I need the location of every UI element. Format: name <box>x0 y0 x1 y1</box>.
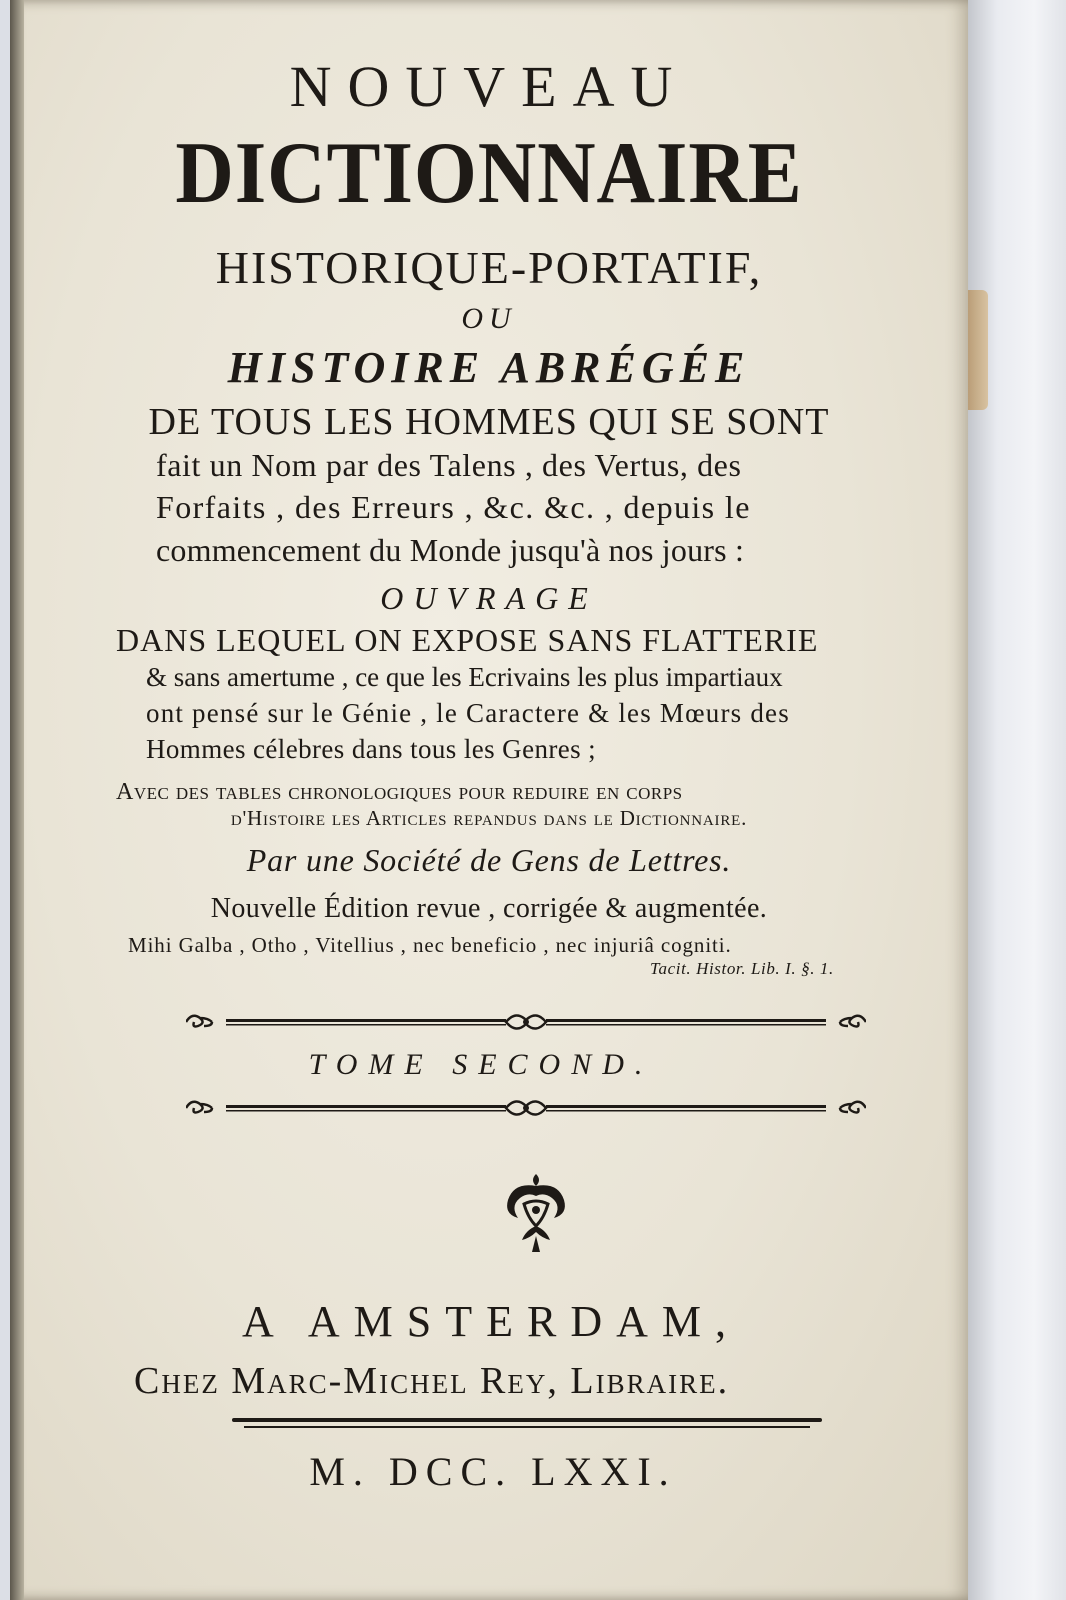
subtitle-de-tous-les-hommes: DE TOUS LES HOMMES QUI SE SONT <box>148 401 830 443</box>
dans-lequel-line: DANS LEQUEL ON EXPOSE SANS FLATTERIE <box>116 622 819 658</box>
epigraph: Mihi Galba , Otho , Vitellius , nec beneficio , nec injuriâ cogniti. <box>128 933 732 957</box>
ouvrage-heading: OUVRAGE <box>380 580 598 616</box>
publication-date: M. DCC. LXXI. <box>309 1449 677 1494</box>
title-nouveau: NOUVEAU <box>289 54 689 119</box>
body-line-forfaits: Forfaits , des Erreurs , &c. &c. , depuis le <box>156 489 751 525</box>
publisher-line: Chez Marc-Michel Rey, Libraire. <box>134 1360 730 1402</box>
epigraph-source: Tacit. Histor. Lib. I. §. 1. <box>650 959 834 978</box>
title-historique-portatif: HISTORIQUE-PORTATIF, <box>215 242 763 293</box>
ornamental-rule-bottom <box>186 1094 866 1122</box>
body-line-talens: fait un Nom par des Talens , des Vertus, des <box>156 447 742 483</box>
title-page <box>10 0 968 1600</box>
body-line-genie: ont pensé sur le Génie , le Caractere & les Mœurs des <box>146 698 790 728</box>
body-line-commencement: commencement du Monde jusqu'à nos jours : <box>156 532 745 568</box>
background-cloth <box>960 0 1066 1600</box>
place-amsterdam: A AMSTERDAM, <box>241 1297 741 1346</box>
title-dictionnaire: DICTIONNAIRE <box>175 125 803 222</box>
gutter-shadow <box>10 0 24 1600</box>
tables-line-1: Avec des tables chronologiques pour reduire en corps <box>116 779 683 805</box>
ornamental-rule-top <box>186 1008 866 1036</box>
societe-line: Par une Société de Gens de Lettres. <box>246 842 732 878</box>
bookmark-tab <box>966 290 988 410</box>
double-rule <box>232 1418 822 1430</box>
title-ou: OU <box>461 302 517 335</box>
fleuron-ornament-icon <box>496 1170 576 1260</box>
body-line-amertume: & sans amertume , ce que les Ecrivains les plus impartiaux <box>146 662 783 692</box>
tables-line-2: d'Histoire les Articles repandus dans le Dictionnaire. <box>230 806 748 830</box>
body-line-hommes-celebres: Hommes célebres dans tous les Genres ; <box>146 734 597 764</box>
edition-line: Nouvelle Édition revue , corrigée & augmentée. <box>210 893 768 924</box>
volume-label: TOME SECOND. <box>308 1048 654 1081</box>
title-histoire-abregee: HISTOIRE ABRÉGÉE <box>227 343 751 392</box>
